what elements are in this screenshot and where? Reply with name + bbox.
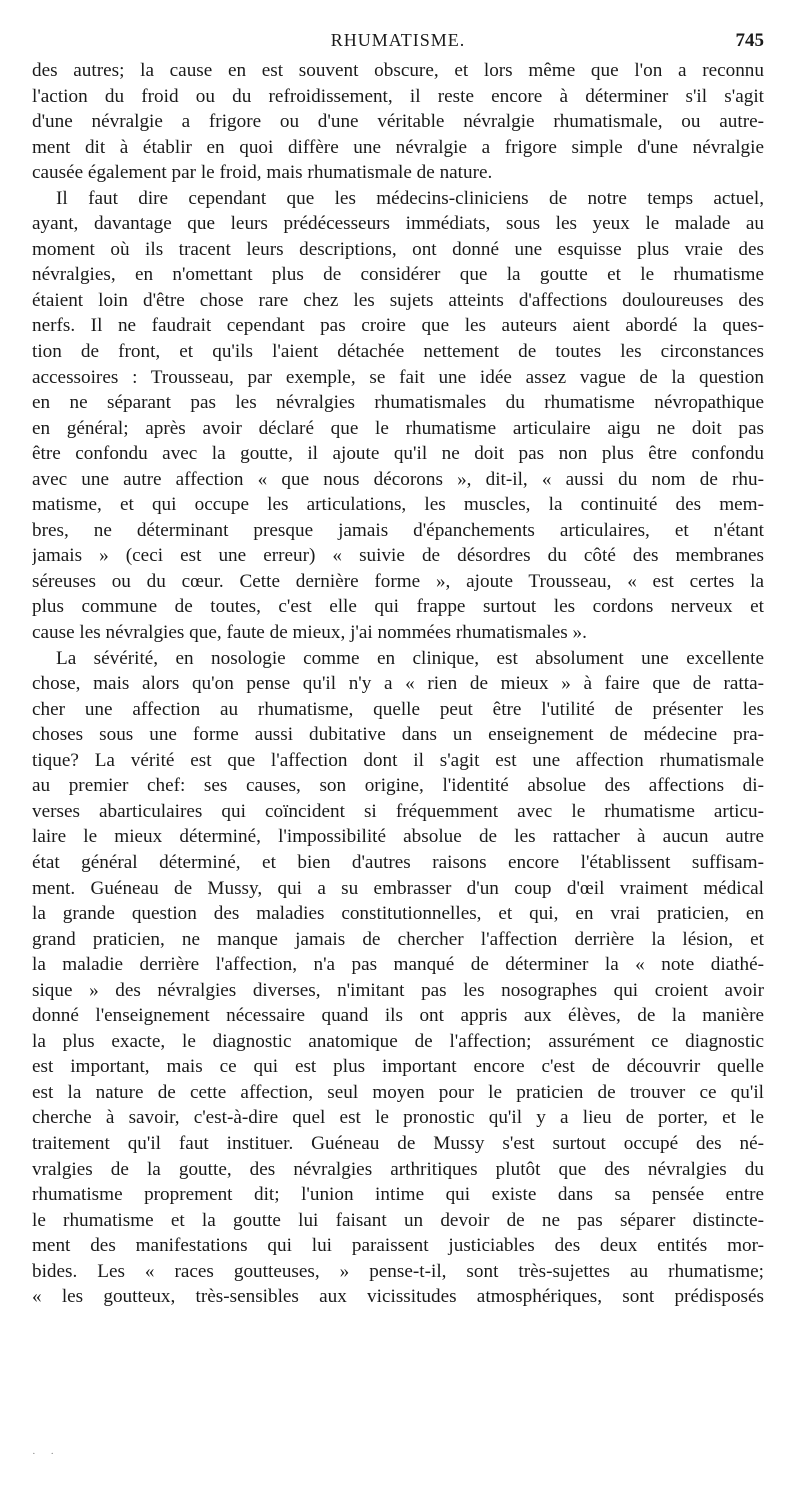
body-text bbox=[32, 58, 764, 1310]
text-line: bres, ne déterminant presque jamais d'épanchements articulaires, et n'étant bbox=[32, 519, 764, 541]
text-line: grand praticien, ne manque jamais de chercher l'affection derrière la lésion, et bbox=[32, 928, 764, 950]
text-line: nerfs. Il ne faudrait cependant pas croire que les auteurs aient abordé la ques- bbox=[32, 315, 764, 337]
print-specks bbox=[32, 1448, 764, 1458]
text-line: cause les névralgies que, faute de mieux, j'ai nommées rhumatismales ». bbox=[32, 622, 587, 644]
text-line: d'une névralgie a frigore ou d'une véritable névralgie rhumatismale, ou autre- bbox=[32, 111, 764, 133]
text-line: verses abarticulaires qui coïncident si fréquemment avec le rhumatisme articu- bbox=[32, 800, 764, 822]
text-line: ment des manifestations qui lui paraissent justiciables des deux entités mor- bbox=[32, 1235, 764, 1257]
text-line: rhumatisme proprement dit; l'union intime qui existe dans sa pensée entre bbox=[32, 1184, 764, 1206]
text-line: cherche à savoir, c'est-à-dire quel est le pronostic qu'il y a lieu de porter, et le bbox=[32, 1107, 764, 1129]
text-line: vralgies de la goutte, des névralgies arthritiques plutôt que des névralgies du bbox=[32, 1158, 764, 1180]
text-line: le rhumatisme et la goutte lui faisant un devoir de ne pas séparer distincte- bbox=[32, 1209, 764, 1231]
text-line: ment dit à établir en quoi diffère une névralgie a frigore simple d'une névralgie bbox=[32, 136, 764, 158]
text-line: traitement qu'il faut instituer. Guéneau de Mussy s'est surtout occupé des né- bbox=[32, 1132, 764, 1154]
text-line: ayant, davantage que leurs prédécesseurs immédiats, sous les yeux le malade au bbox=[32, 213, 764, 235]
text-line: plus commune de toutes, c'est elle qui frappe surtout les cordons nerveux et bbox=[32, 596, 764, 618]
text-line: ment. Guéneau de Mussy, qui a su embrasser d'un coup d'œil vraiment médical bbox=[32, 877, 764, 899]
text-line: moment où ils tracent leurs descriptions, ont donné une esquisse plus vraie des bbox=[32, 238, 764, 260]
text-line: est la nature de cette affection, seul moyen pour le praticien de trouver ce qu'il bbox=[32, 1081, 764, 1103]
text-line: être confondu avec la goutte, il ajoute qu'il ne doit pas non plus être confondu bbox=[32, 443, 764, 465]
text-line: la plus exacte, le diagnostic anatomique de l'affection; assurément ce diagnostic bbox=[32, 1030, 764, 1052]
text-line: causée également par le froid, mais rhumatismale de nature. bbox=[32, 162, 493, 184]
text-line: Il faut dire cependant que les médecins-cliniciens de notre temps actuel, bbox=[56, 187, 764, 209]
text-line: jamais » (ceci est une erreur) « suivie de désordres du côté des membranes bbox=[32, 545, 764, 567]
text-line: étaient loin d'être chose rare chez les sujets atteints d'affections douloureuses des bbox=[32, 289, 764, 311]
text-line: séreuses ou du cœur. Cette dernière forme », ajoute Trousseau, « est certes la bbox=[32, 570, 764, 592]
text-line: est important, mais ce qui est plus important encore c'est de découvrir quelle bbox=[32, 1056, 764, 1078]
text-line: en ne séparant pas les névralgies rhumatismales du rhumatisme névropathique bbox=[32, 392, 764, 414]
text-line: laire le mieux déterminé, l'impossibilité absolue de les rattacher à aucun autre bbox=[32, 826, 764, 848]
text-line: chose, mais alors qu'on pense qu'il n'y a « rien de mieux » à faire que de ratta- bbox=[32, 673, 764, 695]
text-line: l'action du froid ou du refroidissement, il reste encore à déterminer s'il s'agit bbox=[32, 85, 764, 107]
text-line: la maladie derrière l'affection, n'a pas manqué de déterminer la « note diathé- bbox=[32, 954, 764, 976]
text-line: choses sous une forme aussi dubitative dans un enseignement de médecine pra- bbox=[32, 724, 764, 746]
text-line: sique » des névralgies diverses, n'imitant pas les nosographes qui croient avoir bbox=[32, 979, 764, 1001]
running-title: RHUMATISME. bbox=[330, 30, 466, 50]
text-line: des autres; la cause en est souvent obscure, et lors même que l'on a reconnu bbox=[32, 60, 764, 81]
text-line: névralgies, en n'omettant plus de considérer que la goutte et le rhumatisme bbox=[32, 264, 764, 286]
speck: · · bbox=[32, 1448, 61, 1460]
text-line: cher une affection au rhumatisme, quelle peut être l'utilité de présenter les bbox=[32, 698, 764, 720]
running-head bbox=[32, 30, 764, 56]
text-line: matisme, et qui occupe les articulations, les muscles, la continuité des mem- bbox=[32, 494, 764, 516]
text-line: tion de front, et qu'ils l'aient détachée nettement de toutes les circonstances bbox=[32, 341, 764, 363]
text-line: avec une autre affection « que nous décorons », dit-il, « aussi du nom de rhu- bbox=[32, 468, 764, 490]
text-line: état général déterminé, et bien d'autres raisons encore l'établissent suffisam- bbox=[32, 851, 764, 873]
text-line: donné l'enseignement nécessaire quand ils ont appris aux élèves, de la manière bbox=[32, 1005, 764, 1027]
text-line: La sévérité, en nosologie comme en clinique, est absolument une excellente bbox=[56, 647, 764, 669]
text-line: accessoires : Trousseau, par exemple, se fait une idée assez vague de la question bbox=[32, 366, 764, 388]
page-number: 745 bbox=[735, 30, 764, 51]
text-line: au premier chef: ses causes, son origine, l'identité absolue des affections di- bbox=[32, 775, 764, 797]
text-line: en général; après avoir déclaré que le rhumatisme articulaire aigu ne doit pas bbox=[32, 417, 764, 439]
text-line: bides. Les « races goutteuses, » pense-t-il, sont très-sujettes au rhumatisme; bbox=[32, 1260, 764, 1282]
text-line: tique? La vérité est que l'affection dont il s'agit est une affection rhumatismale bbox=[32, 749, 764, 771]
text-line: « les goutteux, très-sensibles aux vicissitudes atmosphériques, sont prédisposés bbox=[32, 1286, 764, 1308]
text-line: la grande question des maladies constitutionnelles, et qui, en vrai praticien, en bbox=[32, 903, 764, 925]
